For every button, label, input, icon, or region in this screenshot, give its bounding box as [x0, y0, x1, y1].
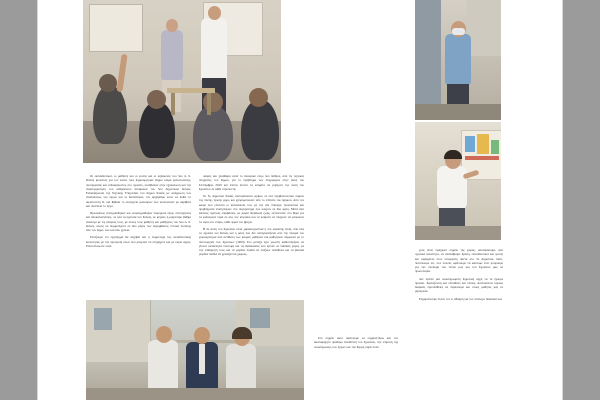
magazine-page — [38, 0, 562, 400]
photo-man-with-mask-outdoors — [415, 0, 501, 120]
photo-three-people-group-portrait — [86, 300, 304, 400]
photo-woman-painting-wall-mural — [415, 122, 501, 240]
article-column-2: σαφείς και ξεκάθαρα αυτά το δυναμικό λόγο που δόθηκε, από τις τεχνικές υπηρεσίες του δήμου, για το πρόβλημα των πλημμυρών στην αυλή του Σεπτέμβριο 2019 και έπειτα έκτοτε τα κλίματα να γεμίζουν την αυλή του Σχολείου σε κάθε νεροποντή. Το 5ο Δημοτικό Κιλκίς ανεπιφύλακτα ωρίμες σε ένα περιβαλλοντικό σημείο της πόλης, πρώην χώρο και χρησιμοποιούν από το επίπεδο του δρόμου. Από τον καιρό που γίνονται οι κατασκευές του, με την νέα πτέρυγα, προσεκτικό και προβλήματα επιστρέφουν στο συγκρότημα που σώζουν τα δύο μέρη. Μετά από κάποιες σχετικές επιμβάσεις, με μικρά διόρθωση ζωής, εκτελέσταν στο θέμα για τα φαινόμενα νερά σε όλο τον κτιριακό και τα κλίματα να πλήγουν να μειώσουν τα νερά στο κτίριο, κάθε φορά τον βρέχει. Η δε αυλή του Σχολείου είναι χαρακτηριστικά η πιο ασφαλής λύση, από όλα τα σχολεία του Κιλκίς και η μόνη που δεν ανταγκαλίζεται από την πλευρά του χειροκρότημα από αντίθεση των μικρών μαθητών και μαθητριών σύμφωνα με το Λειτουργίας των Σχολείων (1993). Στο μεταξύ έχει γνωστή καθυστερήσει να γίνουν κατάλληλα υποτομή και τις διαδικασίες που έγιναν σε παιδικές χαρές, με την επιθυμητή τους και τα μεγάλα παιδιά να παίζουν υπεύθυνα και τα βασικά μεγάλα παιδιά να χρειάζονται χώρους. — [199, 174, 304, 257]
article-column-1: Οι εκπαιδευτικοί, οι μαθητές και οι γονείς και οι κηδεμόνες του 5ου Δ. Σ. Κιλκίς μιλώντας για τον εαυτό τους δημιούργησαν θερμό κλίμα εμπιστοσύνης, συνεργασίας και ενδιαφέροντος στο σχολείο, συνέβαλαν στην εξοικείωση και την ανασυγκρότηση του ανθρώπινου δυναμικού του 5ου Δημοτικού Κιλκίς. Ενδιαφέρουσα της Τεχνικής Υπηρεσίας του Δήμου Κιλκίς με ανάρρωση των αναπλάσεως του έργου και το Κατάλληλα, τον αρχάριθμο ώστε να δοθεί το Αριστοτέλη Χ. και βέβαια το συνεργείο μασούρων που εκτελούσαν με ακρίβεια και συνέπεια το έργο. Προσφάτως επισημάνθηκαν και ολοκληρώθηκαν παρόμοιοι έργα, συντηρήσεις και αποκαταστάσεις, σε όλα τα σχολεία του Κιλκίς, σε μεγάλο ή μικρότερο βαθμό ανάλογα με τις ανάγκες τους, με όλους τους μαθητές και μαθήτριες του 5ου Δ. Σ. Κιλκίς, όλους να συμμετέχουν σε δύο μέρες των παρεμβάσεις τέτοιας έκτασης από τον δήμο, όλο και δύο χρόνια. Ελπίζουμε ότι εγχείρημά θα αυξηθεί και η συμμετοχή της εκπαιδευτικής κοινότητας με την προτροπή όλων που μπορούν να στηρίξουν και με λόγια αρχές. Είναι άλλωστε πολύ — [86, 174, 191, 248]
article-column-bottom: Στο σημείο αυτό οφείλουμε να ευχαριστήσω και τον ακαταμάχητο πρόθυμο Διευθυντή του Σχολείου, την επιμονή της ολοκλήρωσης των έργων και την θερμή παρά πολύ — [314, 336, 398, 349]
article-column-3: χους είναι πράγματι σημείο της χώρας, αποσφάλισμα, από σχολικά κοινότητα, να αναλάβουμε δράση, εκπαιδευτικοί και γονείς και κηδεμόνες στον συνεργάτη πάντα στο 5ο Δημοτικό, διότι, πιστεύουμε ότι, συν πολλές οφείλουμε να κάνουμε έτσι μπορούμε για την υποδομή του τόπου μας και του Σχολείου μας σε πρωτοπορία. Δεν πρέπει μια ολοκληρωμένη δημοτική αρχή να τα έχουμε πρόοδο. Χρειάζονται και επενθύνει και λύσεις. Απαιτούνται κυρίως διαρκείς προσπάθειες να περάσουμε και στους μαθητές μας τα μηνύματα. Ευχαριστούμε πλέον τον κ. Μακρή για τον σύλλογο διδασκόντων — [415, 248, 503, 301]
photo-classroom-students-raising-hands — [83, 0, 281, 163]
